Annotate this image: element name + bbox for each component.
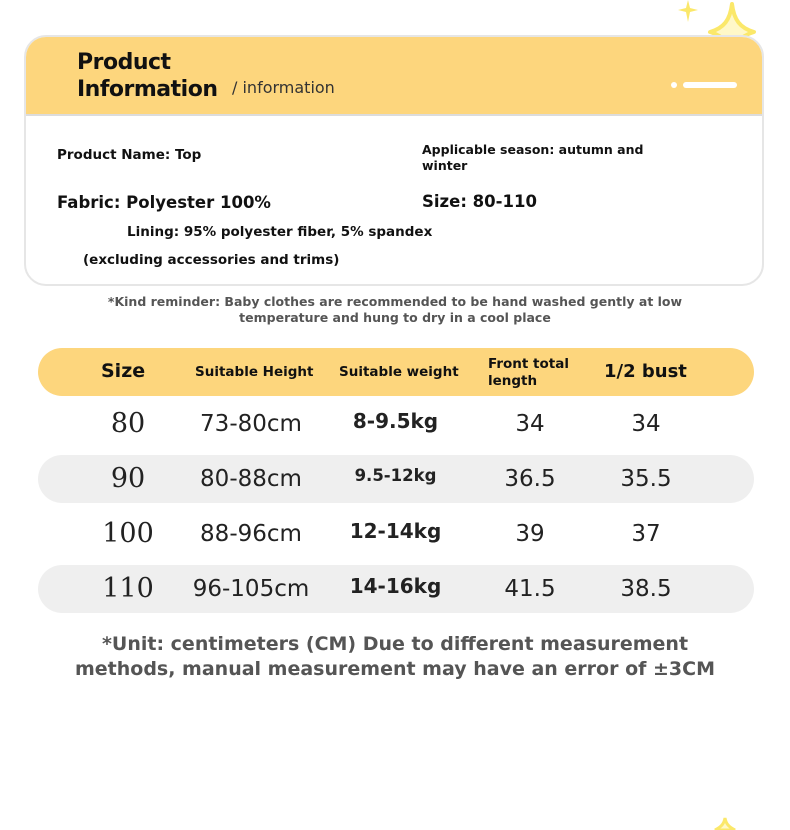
cell-length: 41.5 xyxy=(504,576,556,602)
lining: Lining: 95% polyester fiber, 5% spandex xyxy=(127,224,433,240)
header-height: Suitable Height xyxy=(195,364,314,380)
cell-length: 34 xyxy=(515,411,545,437)
header-weight: Suitable weight xyxy=(339,364,459,380)
cell-weight: 12-14kg xyxy=(349,519,442,543)
table-row xyxy=(38,565,754,613)
cell-height: 80-88cm xyxy=(200,466,302,492)
table-row xyxy=(38,400,754,448)
deco-dot xyxy=(671,82,677,88)
page-subtitle: / information xyxy=(232,78,335,97)
cell-weight: 8-9.5kg xyxy=(352,409,439,433)
cell-bust: 35.5 xyxy=(620,466,672,492)
cell-height: 96-105cm xyxy=(192,576,310,602)
cell-size: 80 xyxy=(110,408,146,439)
cell-bust: 38.5 xyxy=(620,576,672,602)
header-size: Size xyxy=(101,360,146,382)
table-row xyxy=(38,455,754,503)
cell-length: 39 xyxy=(515,521,545,547)
measurement-note: *Unit: centimeters (CM) Due to different measurement methods, manual measurement may have an error of ±3CM xyxy=(74,633,716,680)
cell-size: 100 xyxy=(102,518,154,549)
cell-size: 90 xyxy=(110,463,146,494)
cell-size: 110 xyxy=(102,573,154,604)
fabric: Fabric: Polyester 100% xyxy=(57,193,271,212)
sparkle-icon-bottom xyxy=(705,816,745,830)
care-reminder: *Kind reminder: Baby clothes are recommended to be hand washed gently at low temperature and hung to dry in a cool place xyxy=(107,294,683,325)
header-bust: 1/2 bust xyxy=(604,361,687,382)
page-title: Product Information xyxy=(77,50,218,102)
product-name: Product Name: Top xyxy=(57,147,202,163)
table-row xyxy=(38,510,754,558)
header-decoration xyxy=(671,81,741,89)
product-info-card xyxy=(24,35,764,286)
cell-weight: 9.5-12kg xyxy=(354,466,437,485)
cell-length: 36.5 xyxy=(504,466,556,492)
size-range: Size: 80-110 xyxy=(422,192,537,211)
applicable-season: Applicable season: autumn and winter xyxy=(422,142,644,173)
cell-bust: 34 xyxy=(631,411,661,437)
excluding-note: (excluding accessories and trims) xyxy=(83,252,340,268)
cell-height: 88-96cm xyxy=(200,521,302,547)
cell-weight: 14-16kg xyxy=(349,574,442,598)
cell-height: 73-80cm xyxy=(200,411,302,437)
cell-bust: 37 xyxy=(631,521,661,547)
header-length: Front total length xyxy=(488,356,569,389)
card-header xyxy=(26,37,762,116)
table-header xyxy=(38,348,754,396)
deco-bar xyxy=(683,82,737,88)
